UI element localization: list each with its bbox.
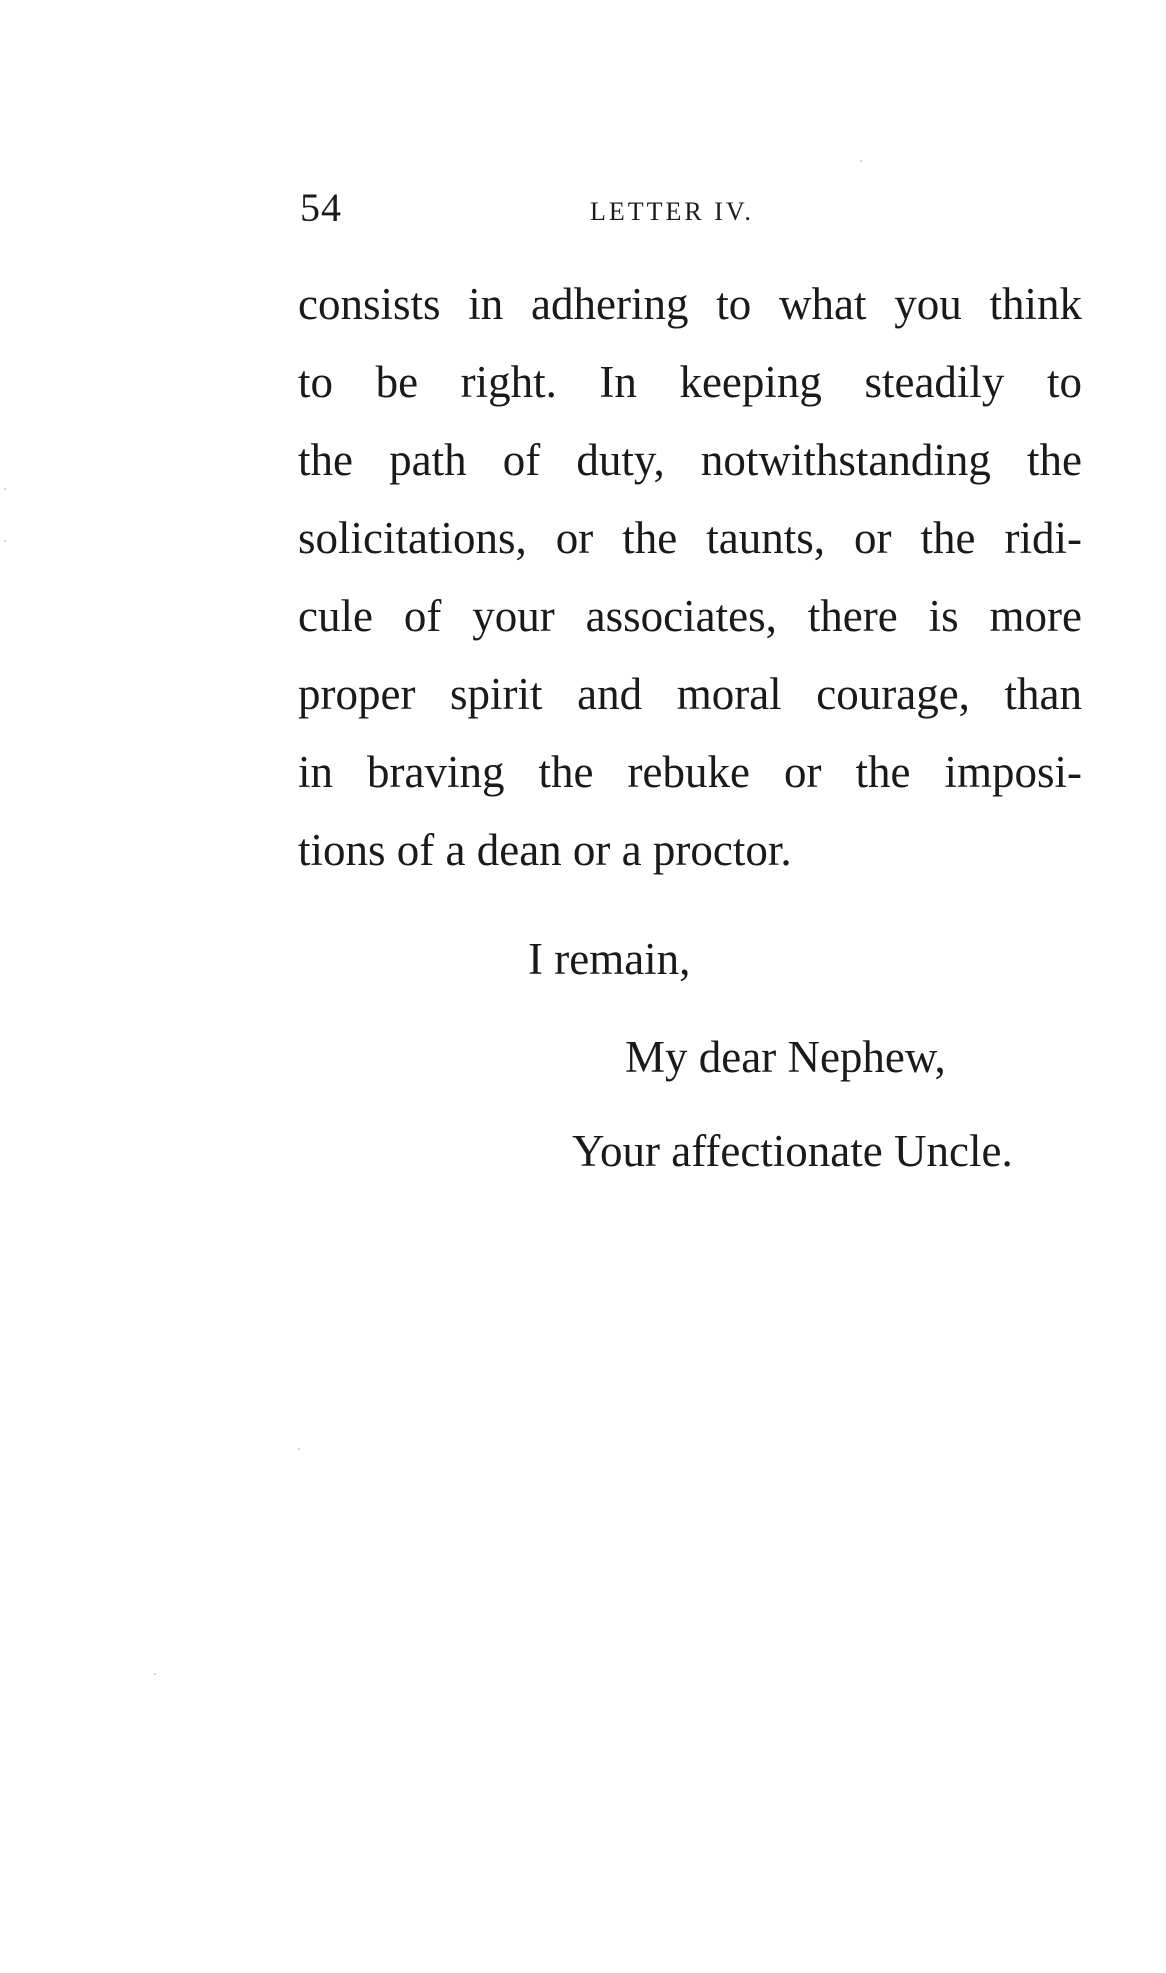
page-header — [300, 178, 1080, 238]
running-head: LETTER IV. — [590, 197, 754, 226]
text-line: tions of a dean or a proctor. — [298, 825, 792, 875]
text-line: to be right. In keeping steadily to — [298, 357, 1082, 407]
closing-remain: I remain, — [528, 934, 691, 984]
closing-signature: Your affectionate Uncle. — [572, 1126, 1013, 1176]
closing-salutation: My dear Nephew, — [625, 1032, 946, 1082]
body-paragraph — [298, 265, 1082, 889]
paper-speck — [4, 540, 6, 542]
text-line: consists in adhering to what you think — [298, 279, 1082, 329]
text-line: the path of duty, notwithstanding the — [298, 435, 1082, 485]
text-line: cule of your associates, there is more — [298, 591, 1082, 641]
paper-speck — [860, 160, 862, 162]
text-line: solicitations, or the taunts, or the ridi- — [298, 513, 1082, 563]
text-line: proper spirit and moral courage, than — [298, 669, 1082, 719]
paper-speck — [298, 1448, 300, 1450]
page-number: 54 — [300, 185, 342, 230]
paper-speck — [4, 488, 6, 490]
text-line: in braving the rebuke or the imposi- — [298, 747, 1082, 797]
paper-speck — [154, 1673, 156, 1675]
